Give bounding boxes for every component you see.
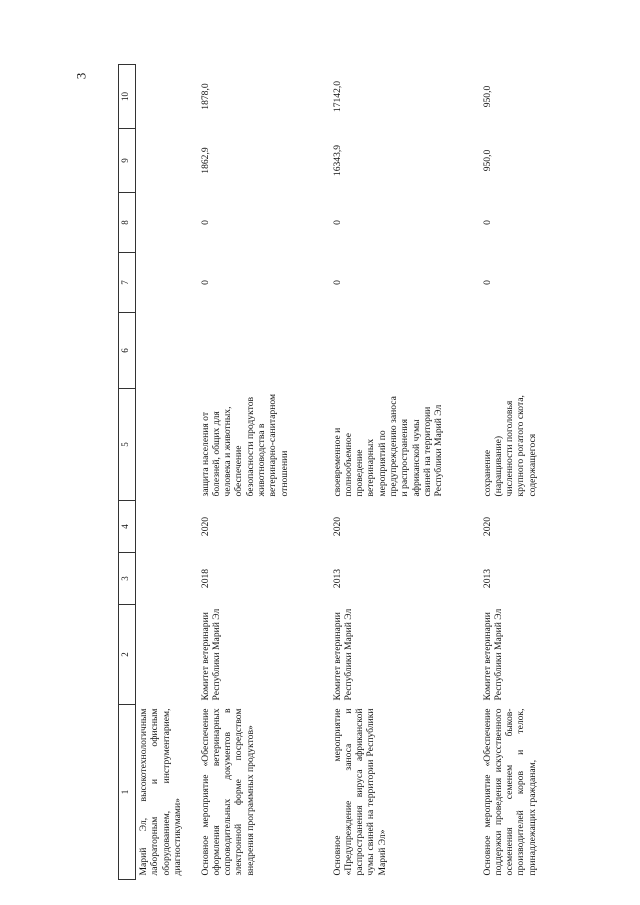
activity-name-cell: Основное мероприятие «Обеспечение оформления ветеринарных сопроводительных документов в электронной форме посредством внедрения программных продуктов» xyxy=(199,708,256,876)
result-cell: сохранение (наращивание) численности поголовья крупного рогатого скота, содержащегося xyxy=(481,395,538,497)
col6-cell xyxy=(136,313,198,389)
column-header: 7 xyxy=(119,253,136,313)
col10-cell: 1878,0 xyxy=(199,83,211,110)
col8-cell: 0 xyxy=(481,220,493,225)
table-row xyxy=(136,65,198,880)
col6-cell xyxy=(198,313,330,389)
start-year-cell: 2013 xyxy=(331,568,343,589)
result-cell: своевременное и полнообъемное проведение ветеринарных мероприятий по предупреждению заноса и распространения африканской чумы свиней на территории Республики Марий Эл xyxy=(331,396,445,497)
end-year-cell: 2020 xyxy=(331,516,343,537)
column-header: 10 xyxy=(119,65,136,129)
table-row xyxy=(198,65,330,880)
column-header: 1 xyxy=(119,705,136,880)
end-year-cell xyxy=(136,501,198,553)
end-year-cell: 2020 xyxy=(199,516,211,537)
col8-cell xyxy=(136,193,198,253)
column-header: 2 xyxy=(119,605,136,705)
col8-cell: 0 xyxy=(331,220,343,225)
activity-name-cell: Основное мероприятие «Обеспечение поддержки проведения искусственного осеменения семенем быков-производителей коров и телок, принадлежащих гражданам, xyxy=(481,708,538,876)
result-cell: защита населения от болезней, общих для человека и животных, обеспечение безопасности продуктов животноводства в ветеринарно-санитарном отношении xyxy=(199,393,290,497)
column-header: 3 xyxy=(119,553,136,605)
executor-cell: Комитет ветеринарии Республики Марий Эл xyxy=(481,608,504,701)
start-year-cell xyxy=(136,553,198,605)
col7-cell: 0 xyxy=(331,280,343,285)
col9-cell: 16343,9 xyxy=(331,144,343,177)
col9-cell: 950,0 xyxy=(481,149,493,172)
activity-name-cell: Основное мероприятие «Предупреждение заноса и распространения вируса африканской чумы свиней на территории Республики Марий Эл» xyxy=(331,708,388,876)
start-year-cell: 2013 xyxy=(481,568,493,589)
executor-cell xyxy=(136,605,198,705)
col10-cell xyxy=(136,65,198,129)
executor-cell: Комитет ветеринарии Республики Марий Эл xyxy=(331,608,354,701)
column-header: 6 xyxy=(119,313,136,389)
col6-cell xyxy=(330,313,480,389)
col9-cell xyxy=(136,129,198,193)
col7-cell: 0 xyxy=(481,280,493,285)
executor-cell: Комитет ветеринарии Республики Марий Эл xyxy=(199,608,222,701)
result-cell xyxy=(136,389,198,501)
table-row xyxy=(330,65,480,880)
col6-cell xyxy=(480,313,554,389)
end-year-cell: 2020 xyxy=(481,516,493,537)
table-row xyxy=(480,65,554,880)
column-header: 8 xyxy=(119,193,136,253)
column-header: 5 xyxy=(119,389,136,501)
col10-cell: 17142,0 xyxy=(331,80,343,113)
col8-cell: 0 xyxy=(199,220,211,225)
program-activities-table xyxy=(118,64,554,880)
start-year-cell: 2018 xyxy=(199,568,211,589)
rotated-table-container xyxy=(118,65,548,880)
col7-cell xyxy=(136,253,198,313)
col7-cell: 0 xyxy=(199,280,211,285)
activity-name-cell: Марий Эл, высокотехнологичным лабораторным и офисным оборудованием, инструментарием, диагностикумами» xyxy=(138,708,183,876)
col10-cell: 950,0 xyxy=(481,85,493,108)
column-header: 9 xyxy=(119,129,136,193)
header-row xyxy=(119,65,136,880)
col9-cell: 1862,9 xyxy=(199,147,211,174)
page-number: 3 xyxy=(73,72,89,80)
column-header: 4 xyxy=(119,501,136,553)
